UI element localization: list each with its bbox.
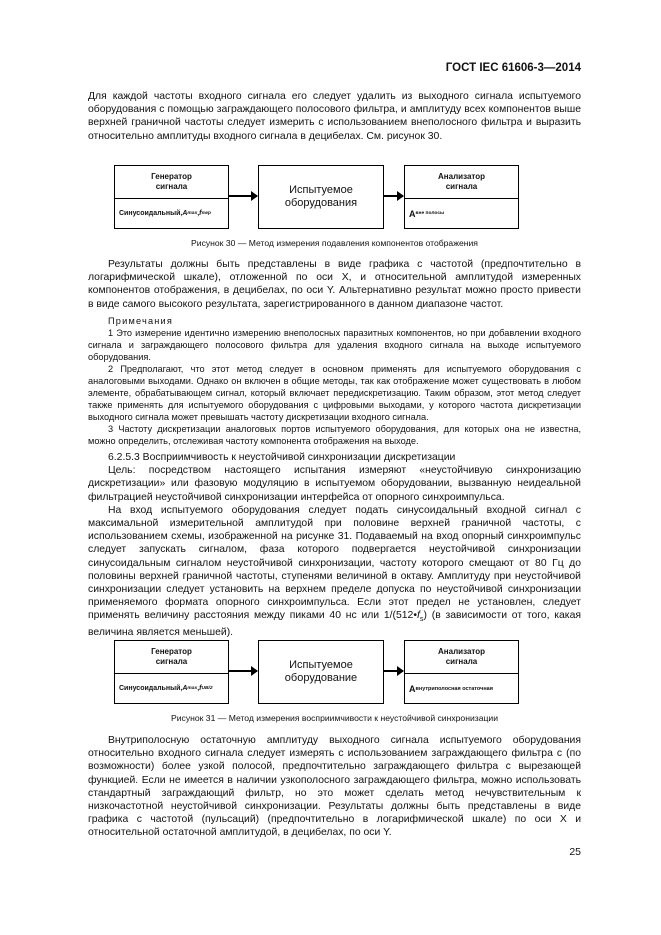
figure-30-caption: Рисунок 30 — Метод измерения подавления компонентов отображения [191, 238, 478, 248]
device-under-test-box: Испытуемое оборудование [258, 640, 384, 704]
intro-text: Для каждой частоты входного сигнала его следует удалить из выходного сигнала испытуемого оборудования с помощью заграждающего полосового фильтра, и амплитуду всех компонентов выше верхней граничной частоты следует измерить с использованием внеполосного фильтра и выразить относительно амплитуды входного сигнала в децибелах. См. рисунок 30. [88, 91, 581, 142]
analyzer-title: Анализатор сигнала [405, 166, 518, 199]
section-title: 6.2.5.3 Восприимчивость к неустойчивой синхронизации дискретизации [108, 452, 456, 463]
generator-signal-spec: Синусоидальный, A max , f UB/2 [119, 685, 213, 692]
closing-text: Внутриполосную остаточную амплитуду выходного сигнала испытуемого оборудования относительно входного сигнала следует измерять с использованием заграждающего фильтра с (по возможности) более узкой полосой, предпочтительно заграждающего фильтра с вырезающей функцией. Если не имеется в наличии узкополосного заграждающего фильтра, можно использовать стандартный заграждающий фильтр, но это может сделать метод нечувствительным к низкочастотной неустойчивой синхронизации. Результаты должны быть представлены в виде графика с частотой (пульсаций) (предпочтительно в логарифмической шкале) по оси X и относительной остаточной амплитудой, в децибелах, по оси Y. [88, 735, 581, 839]
results-text: Результаты должны быть представлены в виде графика с частотой (предпочтительно в логарифмической шкале), отложенной по оси X, и относительной амплитудой измеренных компонентов отображения, в децибелах, по оси Y. Альтернативно результат можно просто привести в виде самого высокого результата, зарегистрированного в данном диапазоне частот. [88, 259, 581, 310]
generator-box [114, 640, 229, 704]
intro-paragraph [88, 90, 581, 143]
purpose-text: Цель: посредством настоящего испытания измеряют «неустойчивую синхронизацию дискретизации» или фазовую модуляцию в испытуемом оборудовании, вызванную неидеальной фильтрацией неустойчивой синхронизации интерфейса от опорного синхроимпульса. [88, 465, 581, 503]
figure-30-diagram [88, 165, 581, 229]
arrow-device-to-analyzer [384, 195, 403, 197]
analyzer-box [404, 165, 519, 229]
results-paragraph [88, 258, 581, 311]
generator-title: Генератор сигнала [115, 641, 228, 674]
generator-box [114, 165, 229, 229]
arrow-generator-to-device [229, 670, 257, 672]
figure-31-caption: Рисунок 31 — Метод измерения восприимчивости к неустойчивой синхронизации [170, 713, 498, 723]
notes-title: Примечания [108, 316, 174, 326]
note-2: 2 Предполагают, что этот метод следует в основном применять для испытуемого оборудования с аналоговыми выходами. Однако он включен в общие методы, так как отображение может существовать в любом элементе, обрабатывающем сигнал, который включает передискретизацию. Таким образом, этот метод следует также применять для испытуемого оборудования с цифровыми выходами, у которого частота дискретизации выходного сигнала может превышать частоту дискретизации входного сигнала. [88, 364, 581, 422]
device-under-test-box: Испытуемое оборудования [258, 165, 384, 229]
notes-block [88, 315, 581, 447]
procedure-text: На вход испытуемого оборудования следует подать синусоидальный входной сигнал с максимальной измерительной амплитудой при половине верхней граничной частоты, с использованием схемы, изображенной на рисунке 31. Подаваемый на вход опорный синхроимпульс следует запускать сигналом, фаза которого подвергается неустойчивой синхронизации синусоидальным сигналом неустойчивой синхронизации, частоту которого смещают от 80 Гц до половины верхней граничной частоты, ступенями величиной в октаву. Амплитуду при неустойчивой синхронизации следует установить на верхнем пределе допуска по неустойчивой синхронизации применяемого формата опорного синхроимпульса. Если этот предел не установлен, следует применять величину расстояния между пиками 40 нс или $1/(512•f_s)$ (в зависимости от того, какая величина является меньшей). [88, 504, 581, 638]
closing-paragraph [88, 734, 581, 840]
generator-title: Генератор сигнала [115, 166, 228, 199]
analyzer-box [404, 640, 519, 704]
section-6-2-5-3 [88, 451, 581, 639]
arrow-device-to-analyzer [384, 670, 403, 672]
note-1: 1 Это измерение идентично измерению внеполосных паразитных компонентов, но при добавлении входного сигнала и заграждающего полосового фильтра для удаления входного сигнала на выходе испытуемого оборудования. [88, 328, 581, 362]
arrow-generator-to-device [229, 195, 257, 197]
analyzer-measurement: A вне полосы [409, 208, 445, 219]
page-number: 25 [569, 846, 581, 858]
analyzer-title: Анализатор сигнала [405, 641, 518, 674]
note-3: 3 Частоту дискретизации аналоговых портов испытуемого оборудования, для которых она не известна, можно определить, отслеживая частоту компонента отображения на выходе. [88, 424, 581, 446]
standard-header: ГОСТ IEC 61606-3—2014 [445, 62, 581, 74]
figure-31-diagram [88, 640, 581, 704]
generator-signal-spec: Синусоидальный, A max , f swp [119, 210, 211, 217]
analyzer-measurement: A внутриполосная остаточная [409, 683, 493, 694]
